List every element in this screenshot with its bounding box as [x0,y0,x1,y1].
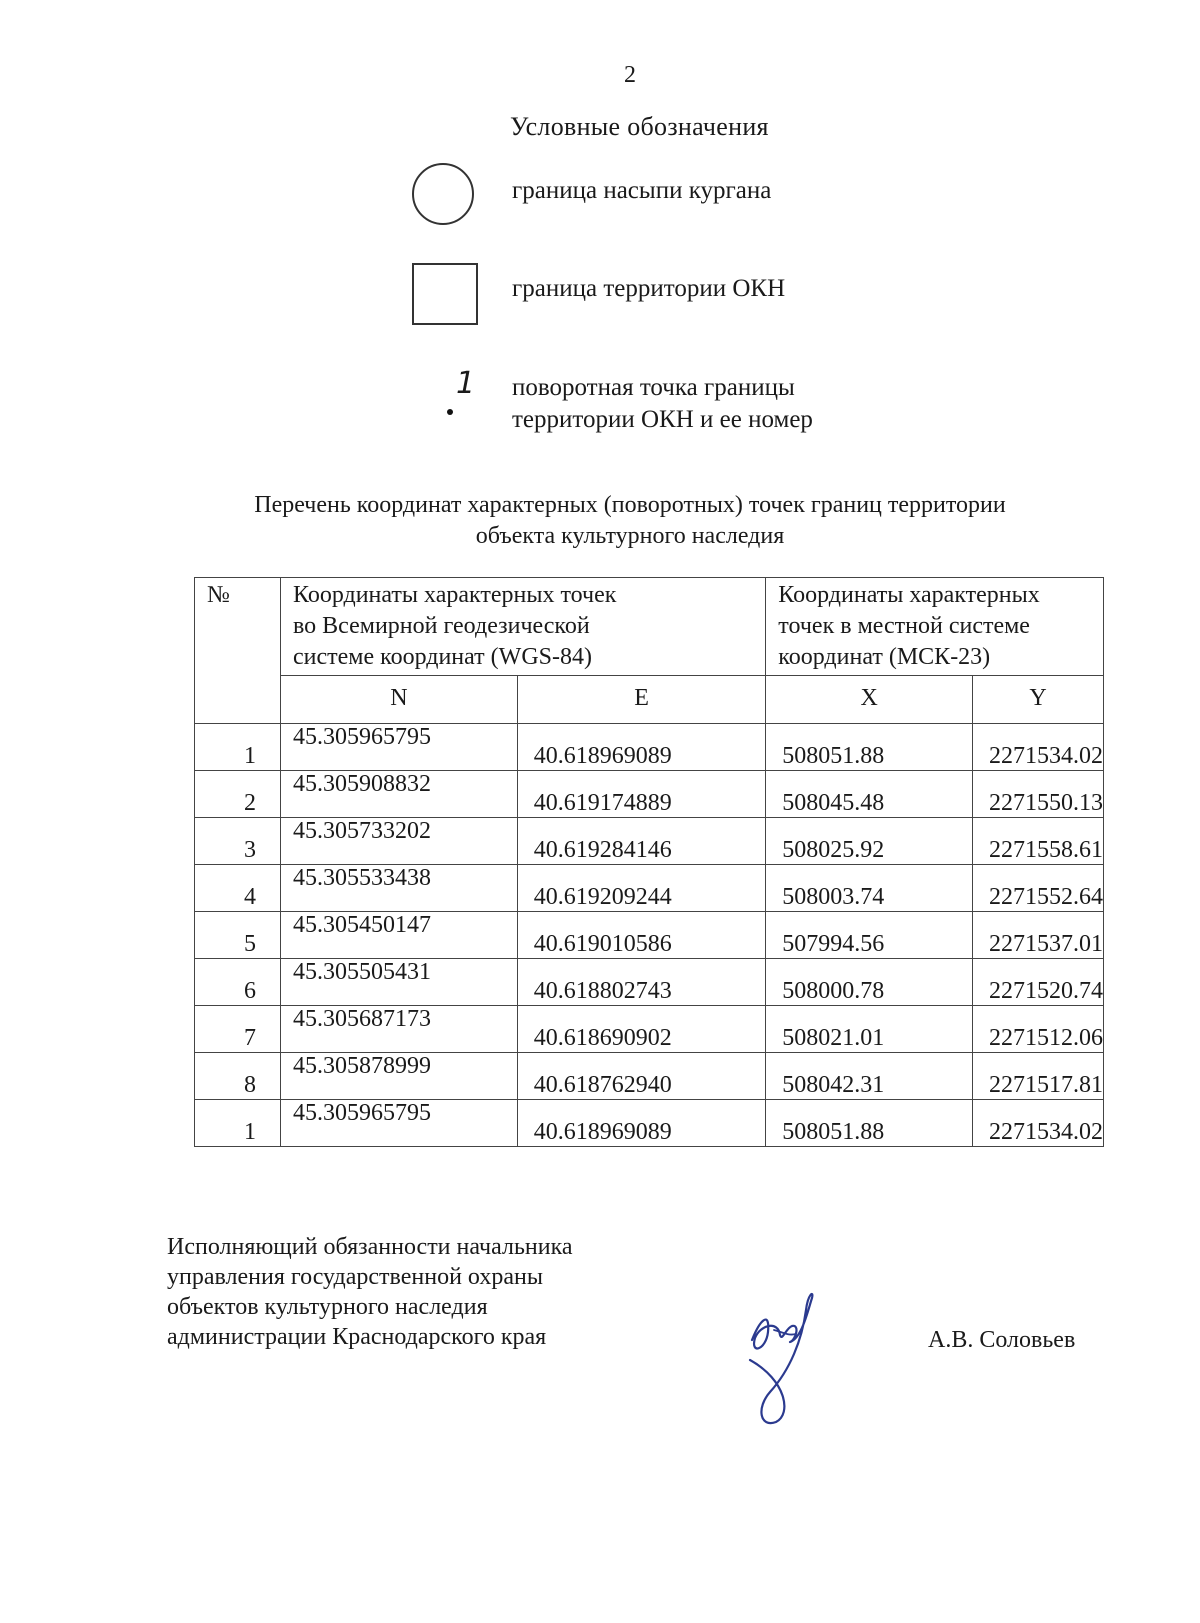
legend-label-territory-boundary [512,273,785,305]
cell-n: 45.305733202 [281,818,518,865]
table-row [195,1053,1104,1100]
cell-y: 2271520.74 [973,959,1104,1006]
cell-y: 2271512.06 [973,1006,1104,1053]
cell-x: 508025.92 [766,818,973,865]
cell-e: 40.618969089 [517,1100,766,1147]
header-line: координат (МСК-23) [778,644,991,670]
cell-e: 40.619209244 [517,865,766,912]
cell-y: 2271552.64 [973,865,1104,912]
subheader-n: N [281,676,518,724]
square-symbol-icon [412,263,478,325]
cell-point-number: 7 [195,1006,281,1053]
cell-point-number: 1 [195,724,281,771]
cell-e: 40.618762940 [517,1053,766,1100]
cell-n: 45.305908832 [281,771,518,818]
cell-y: 2271537.01 [973,912,1104,959]
cell-y: 2271534.02 [973,1100,1104,1147]
header-line: Координаты характерных точек [293,582,617,608]
table-row [195,1006,1104,1053]
cell-e: 40.618690902 [517,1006,766,1053]
legend-item-mound-boundary [412,163,972,243]
cell-n: 45.305505431 [281,959,518,1006]
legend-item-turning-point [412,366,972,452]
cell-y: 2271517.81 [973,1053,1104,1100]
legend-label-mound-boundary [512,175,771,207]
cell-point-number: 5 [195,912,281,959]
legend-label-line: граница территории ОКН [512,275,786,302]
point-number-label: 1 [456,366,476,401]
cell-x: 508051.88 [766,724,973,771]
handwritten-signature-icon [730,1280,850,1430]
cell-x: 507994.56 [766,912,973,959]
header-line: во Всемирной геодезической [293,613,590,639]
table-row [195,1100,1104,1147]
circle-symbol-icon [412,163,474,225]
turning-point-symbol-icon [412,366,476,432]
cell-n: 45.305878999 [281,1053,518,1100]
cell-y: 2271534.02 [973,724,1104,771]
table-row [195,959,1104,1006]
signer-name: А.В. Соловьев [928,1327,1076,1353]
point-dot-icon [447,409,453,415]
table-row [195,912,1104,959]
signature-title [167,1232,573,1352]
header-line: Координаты характерных [778,582,1040,608]
table-row [195,818,1104,865]
signature-title-line: администрации Краснодарского края [167,1324,547,1350]
header-msk23 [766,578,1104,676]
cell-x: 508003.74 [766,865,973,912]
signature-title-line: объектов культурного наследия [167,1294,488,1320]
cell-point-number: 1 [195,1100,281,1147]
table-caption [160,490,1100,552]
caption-line: объекта культурного наследия [475,523,785,549]
signature-title-line: Исполняющий обязанности начальника [167,1234,573,1260]
cell-e: 40.619284146 [517,818,766,865]
coordinates-table [194,577,1104,1147]
table-row [195,771,1104,818]
subheader-x: X [766,676,973,724]
cell-point-number: 6 [195,959,281,1006]
table-subheader-row [195,676,1104,724]
cell-e: 40.618969089 [517,724,766,771]
cell-n: 45.305687173 [281,1006,518,1053]
cell-x: 508045.48 [766,771,973,818]
header-wgs84 [281,578,766,676]
legend-label-line: территории ОКН и ее номер [512,406,813,433]
subheader-e: E [517,676,766,724]
cell-y: 2271558.61 [973,818,1104,865]
subheader-y: Y [973,676,1104,724]
header-line: системе координат (WGS-84) [293,644,592,670]
cell-e: 40.619174889 [517,771,766,818]
cell-point-number: 2 [195,771,281,818]
cell-n: 45.305450147 [281,912,518,959]
cell-e: 40.618802743 [517,959,766,1006]
legend-label-line: граница насыпи кургана [512,177,772,204]
cell-x: 508000.78 [766,959,973,1006]
header-line: точек в местной системе [778,613,1030,639]
cell-x: 508051.88 [766,1100,973,1147]
cell-x: 508021.01 [766,1006,973,1053]
cell-n: 45.305965795 [281,1100,518,1147]
cell-y: 2271550.13 [973,771,1104,818]
table-row [195,724,1104,771]
cell-n: 45.305965795 [281,724,518,771]
legend-title: Условные обозначения [510,112,769,141]
caption-line: Перечень координат характерных (поворотных) точек границ территории [254,492,1006,518]
legend-item-territory-boundary [412,263,972,343]
signature-title-line: управления государственной охраны [167,1264,543,1290]
cell-point-number: 8 [195,1053,281,1100]
table-row [195,865,1104,912]
cell-point-number: 3 [195,818,281,865]
cell-point-number: 4 [195,865,281,912]
legend-label-turning-point [512,372,813,436]
legend-label-line: поворотная точка границы [512,374,795,401]
cell-e: 40.619010586 [517,912,766,959]
cell-n: 45.305533438 [281,865,518,912]
page-number: 2 [624,62,636,88]
header-number: № [195,578,281,724]
cell-x: 508042.31 [766,1053,973,1100]
table-header-row [195,578,1104,676]
